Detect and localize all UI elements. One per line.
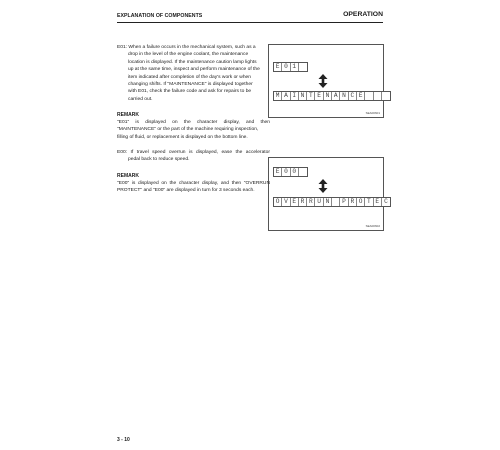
display-cell: A bbox=[332, 92, 340, 100]
header-divider bbox=[117, 22, 383, 23]
e00-line: E00: If travel speed overrun is displayed, ease the accelerator bbox=[117, 150, 270, 155]
up-down-arrow-icon bbox=[318, 179, 328, 193]
display-cell: M bbox=[274, 92, 282, 100]
display-cell bbox=[299, 63, 307, 71]
display-cell: O bbox=[274, 198, 282, 206]
display-cell: E bbox=[357, 92, 365, 100]
display-cell: T bbox=[307, 92, 315, 100]
display-cell: 1 bbox=[291, 63, 299, 71]
display-cell: R bbox=[307, 198, 315, 206]
character-display-top bbox=[273, 62, 308, 72]
display-cell: E bbox=[315, 92, 323, 100]
display-figure-2 bbox=[268, 157, 388, 231]
display-cell: A bbox=[282, 92, 290, 100]
display-cell: N bbox=[299, 92, 307, 100]
remark-2-line: PROTECT" and "E00" are displayed in turn for 3 seconds each. bbox=[117, 188, 255, 194]
display-cell: O bbox=[357, 198, 365, 206]
page-number: 3 - 10 bbox=[117, 437, 130, 443]
display-cell: N bbox=[324, 198, 332, 206]
e01-paragraph bbox=[117, 44, 270, 103]
character-display-bottom bbox=[273, 197, 391, 207]
e01-line: drop in the level of the engine coolant, the maintenance bbox=[128, 52, 249, 58]
remark-heading: REMARK bbox=[117, 112, 139, 118]
remark-1-line: "E01" is displayed on the character display, and then bbox=[117, 120, 270, 125]
display-cell: E bbox=[374, 198, 382, 206]
display-cell bbox=[365, 92, 373, 100]
e00-line: pedal back to reduce speed. bbox=[128, 157, 190, 163]
display-cell: N bbox=[324, 92, 332, 100]
display-cell: N bbox=[340, 92, 348, 100]
e01-line: with E01, check the failure code and ask for repairs to be bbox=[128, 89, 252, 95]
display-cell: E bbox=[274, 63, 282, 71]
remark-1-text bbox=[117, 119, 270, 141]
display-cell: E bbox=[274, 168, 282, 176]
remark-2-text bbox=[117, 180, 270, 195]
remark-1-line: filling of fluid, or replacement is displayed on the bottom line. bbox=[117, 134, 248, 140]
display-cell: E bbox=[291, 198, 299, 206]
e01-line: item indicated after completion of the day's work or when bbox=[128, 74, 251, 80]
up-down-arrow-icon bbox=[318, 74, 328, 88]
display-cell: R bbox=[349, 198, 357, 206]
display-cell: T bbox=[365, 198, 373, 206]
remark-heading: REMARK bbox=[117, 173, 139, 179]
character-display-bottom bbox=[273, 91, 391, 101]
display-cell: 0 bbox=[282, 63, 290, 71]
display-cell: V bbox=[282, 198, 290, 206]
e01-line: changing shifts. If "MAINTENANCE" is displayed together bbox=[128, 82, 253, 88]
e01-line: location is displayed. If the maintenance caution lamp lights bbox=[128, 59, 257, 65]
e00-paragraph bbox=[117, 149, 270, 164]
display-cell: P bbox=[340, 198, 348, 206]
figure-id: SEA00602 bbox=[365, 224, 380, 228]
display-cell bbox=[374, 92, 382, 100]
section-title: EXPLANATION OF COMPONENTS bbox=[117, 13, 203, 19]
remark-2-line: "E00" is displayed on the character display, and then "OVERRUN bbox=[117, 181, 270, 186]
display-cell bbox=[332, 198, 340, 206]
e01-line: carried out. bbox=[128, 96, 153, 102]
display-cell: C bbox=[349, 92, 357, 100]
e01-line: E01: When a failure occurs in the mechanical system, such as a bbox=[117, 45, 256, 50]
display-cell: 0 bbox=[291, 168, 299, 176]
display-cell: U bbox=[315, 198, 323, 206]
display-cell bbox=[299, 168, 307, 176]
character-display-top bbox=[273, 167, 308, 177]
e01-line: up at the same time, inspect and perform maintenance of the bbox=[128, 67, 260, 73]
chapter-title: OPERATION bbox=[343, 11, 383, 18]
display-cell: R bbox=[299, 198, 307, 206]
display-cell: 0 bbox=[282, 168, 290, 176]
display-cell: I bbox=[291, 92, 299, 100]
display-figure-1 bbox=[268, 44, 384, 118]
remark-1-line: "MAINTENANCE" or the part of the machine requiring inspection, bbox=[117, 127, 259, 133]
figure-id: SEA00601 bbox=[365, 111, 380, 115]
display-cell: C bbox=[384, 198, 388, 205]
display-cell bbox=[382, 92, 390, 100]
